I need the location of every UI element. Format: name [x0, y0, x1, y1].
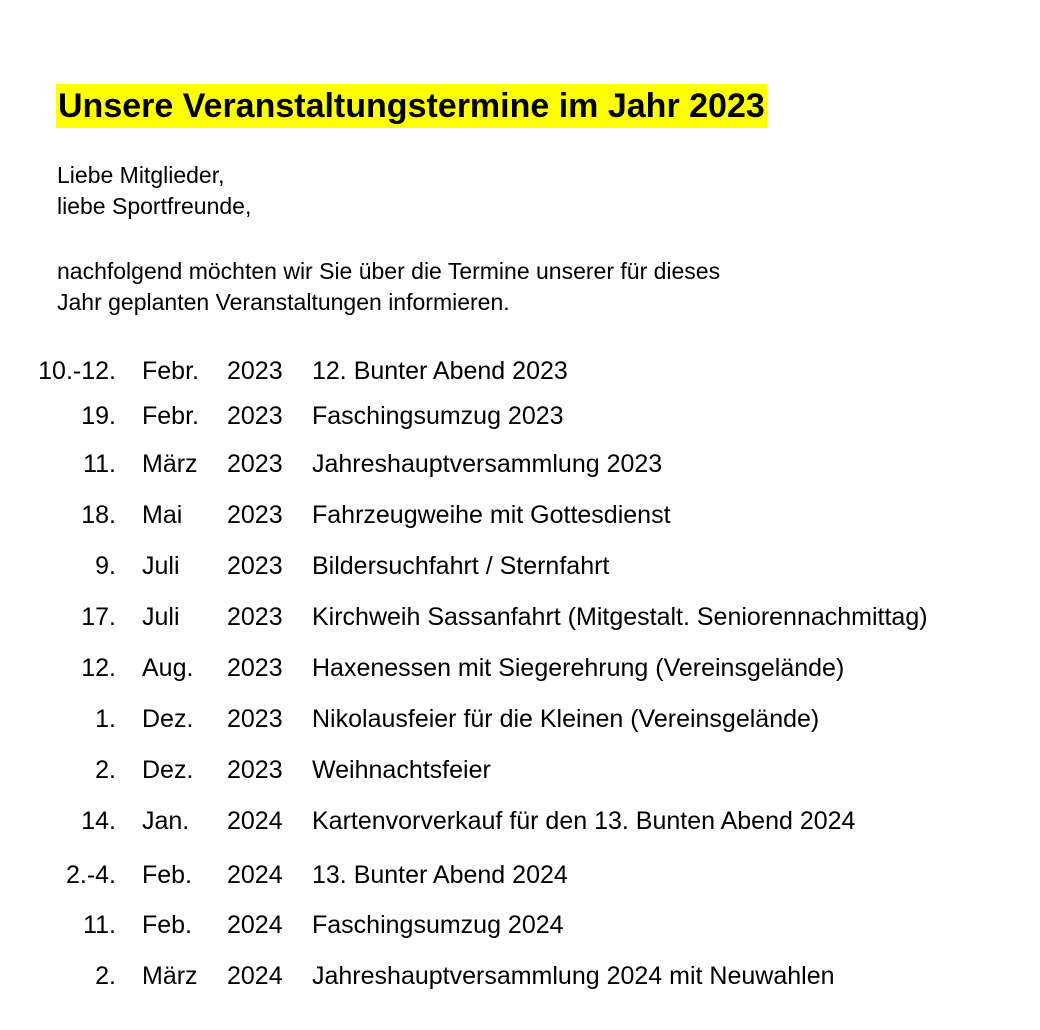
- event-row: [0, 651, 1040, 685]
- event-row: [0, 804, 1040, 838]
- event-month: Feb.: [142, 861, 193, 889]
- event-row: [0, 447, 1040, 481]
- event-description: Nikolausfeier für die Kleinen (Vereinsgelände): [312, 705, 820, 733]
- event-month: März: [142, 450, 198, 478]
- event-row: [0, 549, 1040, 583]
- event-description: Jahreshauptversammlung 2024 mit Neuwahlen: [312, 962, 835, 990]
- event-description: Bildersuchfahrt / Sternfahrt: [312, 552, 610, 580]
- event-day: 11.: [83, 450, 116, 478]
- event-description: Faschingsumzug 2024: [312, 911, 564, 939]
- event-description: Fahrzeugweihe mit Gottesdienst: [312, 501, 671, 529]
- event-day: 19.: [81, 402, 116, 430]
- event-day: 2.: [95, 756, 116, 784]
- event-row: [0, 702, 1040, 736]
- event-row: [0, 399, 1040, 433]
- event-row: [0, 600, 1040, 634]
- intro-line-1: nachfolgend möchten wir Sie über die Termine unserer für dieses: [57, 258, 721, 284]
- event-year: 2023: [227, 756, 283, 784]
- greeting-line-1: Liebe Mitglieder,: [57, 162, 225, 188]
- event-row: [0, 908, 1040, 942]
- event-description: 13. Bunter Abend 2024: [312, 861, 568, 889]
- event-year: 2024: [227, 861, 283, 889]
- event-day: 2.-4.: [65, 861, 116, 889]
- event-year: 2023: [227, 402, 283, 430]
- event-year: 2023: [227, 603, 283, 631]
- event-month: Dez.: [142, 756, 194, 784]
- event-month: Feb.: [142, 911, 193, 939]
- event-row: [0, 858, 1040, 892]
- page-title: Unsere Veranstaltungstermine im Jahr 2023: [56, 84, 767, 128]
- event-year: 2023: [227, 552, 283, 580]
- event-row: [0, 753, 1040, 787]
- event-description: Faschingsumzug 2023: [312, 402, 564, 430]
- event-month: Febr.: [142, 402, 199, 430]
- event-day: 2.: [95, 962, 116, 990]
- event-month: Dez.: [142, 705, 194, 733]
- event-description: Kartenvorverkauf für den 13. Bunten Abend 2024: [312, 807, 856, 835]
- event-day: 9.: [95, 552, 116, 580]
- event-month: Jan.: [142, 807, 190, 835]
- event-description: Weihnachtsfeier: [312, 756, 491, 784]
- greeting-line-2: liebe Sportfreunde,: [57, 193, 252, 219]
- event-row: [0, 498, 1040, 532]
- event-year: 2023: [227, 654, 283, 682]
- event-year: 2023: [227, 357, 283, 385]
- event-year: 2024: [227, 807, 283, 835]
- event-day: 12.: [81, 654, 116, 682]
- event-row: [0, 354, 1040, 388]
- event-year: 2024: [227, 962, 283, 990]
- event-month: Juli: [142, 552, 180, 580]
- event-day: 10.-12.: [38, 357, 116, 385]
- event-description: Haxenessen mit Siegerehrung (Vereinsgelände): [312, 654, 845, 682]
- event-day: 17.: [81, 603, 116, 631]
- event-day: 11.: [83, 911, 116, 939]
- event-month: Febr.: [142, 357, 199, 385]
- event-year: 2023: [227, 501, 283, 529]
- event-day: 18.: [81, 501, 116, 529]
- event-year: 2023: [227, 705, 283, 733]
- event-year: 2024: [227, 911, 283, 939]
- event-day: 1.: [95, 705, 116, 733]
- intro-line-2: Jahr geplanten Veranstaltungen informieren.: [57, 289, 510, 315]
- event-month: Juli: [142, 603, 180, 631]
- event-month: März: [142, 962, 198, 990]
- event-row: [0, 959, 1040, 993]
- event-day: 14.: [81, 807, 116, 835]
- event-description: Jahreshauptversammlung 2023: [312, 450, 663, 478]
- event-description: 12. Bunter Abend 2023: [312, 357, 568, 385]
- event-month: Mai: [142, 501, 183, 529]
- event-description: Kirchweih Sassanfahrt (Mitgestalt. Seniorennachmittag): [312, 603, 928, 631]
- event-year: 2023: [227, 450, 283, 478]
- event-month: Aug.: [142, 654, 194, 682]
